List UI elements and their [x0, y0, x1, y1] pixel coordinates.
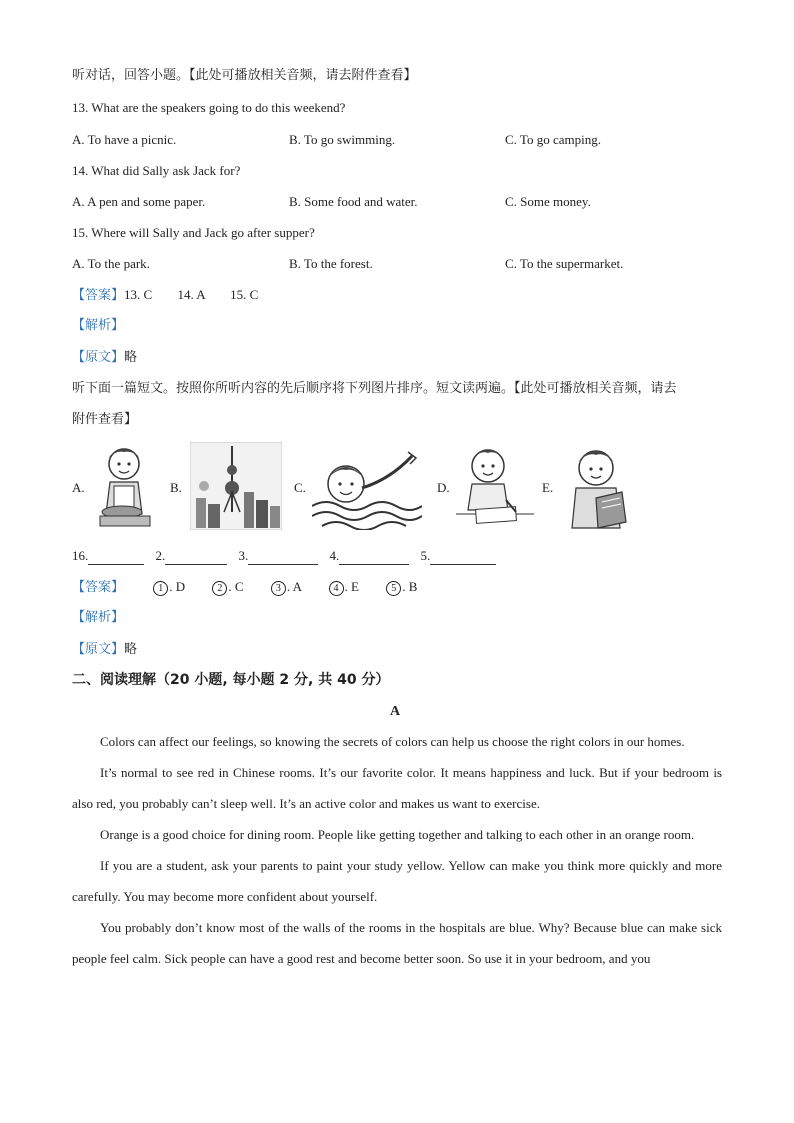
answer-value: 15. C [230, 287, 259, 302]
section-title: 二、阅读理解（20 小题, 每小题 2 分, 共 40 分） [72, 672, 390, 688]
picture-e-label: E. [542, 480, 554, 495]
answer-value: 14. A [177, 287, 205, 302]
passage-instruction-line1: 听下面一篇短文。按照你所听内容的先后顺序将下列图片排序。短文读两遍。【此处可播放相关音频，请去 [72, 381, 677, 396]
original-label: 【原文】 [72, 350, 125, 365]
question-13: 13. What are the speakers going to do this weekend? [72, 100, 346, 115]
q13-option-b: B. To go swimming. [289, 132, 396, 147]
answer-blank[interactable] [248, 550, 318, 565]
q13-option-c: C. To go camping. [505, 132, 601, 147]
answer-label: 【答案】 [72, 580, 125, 595]
q14-option-a: A. A pen and some paper. [72, 194, 206, 209]
answer-value: . E [344, 579, 359, 594]
paragraph-1: Colors can affect our feelings, so knowing the secrets of colors can help us choose the right colors in our homes. [100, 734, 685, 749]
city-skyline-tower-icon [190, 442, 282, 530]
original-text-block-2 [72, 640, 137, 659]
reading-passage [72, 726, 722, 974]
boy-reading-icon [566, 442, 636, 530]
original-text-block-1 [72, 348, 137, 367]
passage-letter: A [390, 704, 401, 719]
listening-instruction: 听对话，回答小题。【此处可播放相关音频，请去附件查看】 [72, 68, 417, 83]
answer-value: . C [228, 579, 244, 594]
paragraph-2: It’s normal to see red in Chinese rooms. It’s our favorite color. It means happiness and luck. But if your bedroom is also red, you probably can’t sleep well. It’s an active color and makes us want to exercise. [72, 765, 722, 811]
picture-d-label: D. [437, 480, 450, 495]
passage-instruction-line2: 附件查看】 [72, 412, 138, 427]
blank-label: 2. [155, 548, 166, 563]
paragraph-3: Orange is a good choice for dining room. People like getting together and talking to each other in an orange room. [100, 827, 695, 842]
answer-value: . A [286, 579, 302, 594]
answer-value: . B [402, 579, 418, 594]
answer-blank[interactable] [165, 550, 227, 565]
answer-value: . D [169, 579, 186, 594]
paragraph-5: You probably don’t know most of the walls of the rooms in the hospitals are blue. Why? Because blue can make sick people feel calm. Sick people can have a good rest and become better soon. So use it in your bedroom, and you [72, 920, 722, 966]
answer-blank[interactable] [88, 550, 144, 565]
answer-label: 【答案】 [72, 288, 125, 303]
blank-label: 4. [329, 548, 340, 563]
q13-option-a: A. To have a picnic. [72, 132, 177, 147]
blank-label: 5. [420, 548, 431, 563]
original-text: 略 [124, 642, 138, 657]
q15-option-a: A. To the park. [72, 256, 150, 271]
original-text: 略 [124, 350, 138, 365]
boy-swimming-icon [312, 442, 422, 530]
answer-value: 13. C [124, 287, 153, 302]
original-label: 【原文】 [72, 642, 125, 657]
q14-option-b: B. Some food and water. [289, 194, 418, 209]
circled-number: 2 [212, 581, 227, 596]
analysis-label: 【解析】 [72, 318, 125, 333]
answer-blank[interactable] [339, 550, 409, 565]
blank-label: 3. [238, 548, 249, 563]
q15-option-b: B. To the forest. [289, 256, 373, 271]
ordering-blanks [72, 547, 496, 565]
circled-number: 3 [271, 581, 286, 596]
picture-c-label: C. [294, 480, 306, 495]
circled-number: 4 [329, 581, 344, 596]
blank-label: 16. [72, 548, 89, 563]
answer-block-2 [72, 578, 417, 597]
picture-b-label: B. [170, 480, 182, 495]
paragraph-4: If you are a student, ask your parents to paint your study yellow. Yellow can make you think more quickly and more carefully. You may become more confident about yourself. [72, 858, 722, 904]
question-15: 15. Where will Sally and Jack go after supper? [72, 225, 315, 240]
q15-option-c: C. To the supermarket. [505, 256, 624, 271]
circled-number: 5 [386, 581, 401, 596]
boy-drawing-icon [456, 442, 534, 530]
circled-number: 1 [153, 581, 168, 596]
question-14: 14. What did Sally ask Jack for? [72, 163, 241, 178]
analysis-label: 【解析】 [72, 610, 125, 625]
answer-blank[interactable] [430, 550, 496, 565]
boy-cooking-icon [96, 442, 154, 530]
picture-a-label: A. [72, 480, 85, 495]
answer-block-1 [72, 286, 258, 305]
q14-option-c: C. Some money. [505, 194, 591, 209]
